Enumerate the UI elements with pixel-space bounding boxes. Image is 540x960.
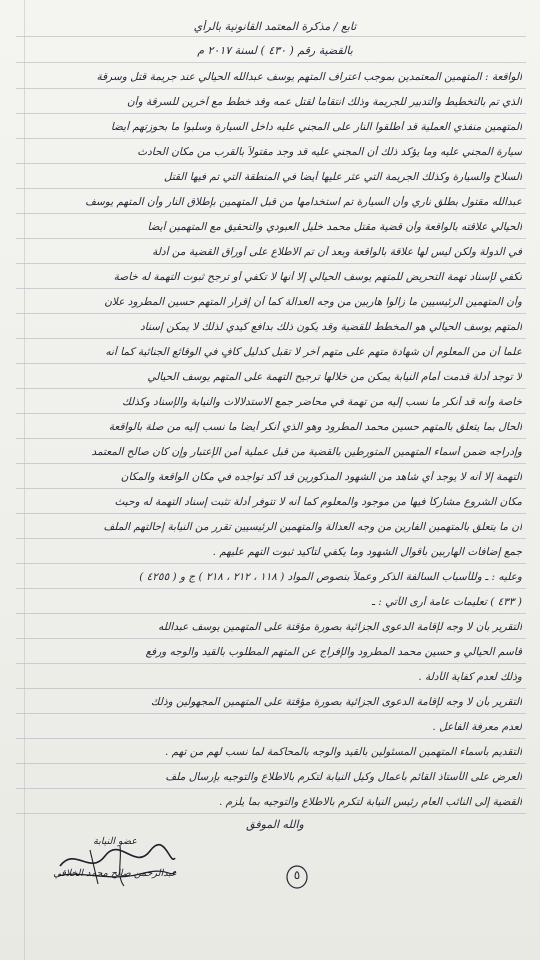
body-line: أن ما يتعلق بالمتهمين الفارين من وجه العدالة والمتهمين الرئيسيين تقرر من النيابة إحالتهم الملف [103, 521, 522, 533]
ruled-line [16, 36, 526, 37]
body-line: مكان الشروع مشاركاً فيها من موجود والمعلوم كما أنه لا تتوفر أدلة تثبت إسناد التهمة له وحيث [114, 496, 522, 508]
ruled-line [16, 163, 526, 164]
ruled-line [16, 488, 526, 489]
ruled-line [16, 563, 526, 564]
body-line: الواقعة : المتهمين المعتمدين بموجب اعتراف المتهم يوسف عبدالله الحيالي عند جريمة قتل وسرقة [96, 71, 522, 83]
page-number [284, 864, 310, 890]
ruled-line [16, 538, 526, 539]
decision-item: التقرير بأن لا وجه لإقامة الدعوى الجزائية بصورة مؤقتة على المتهمين المجهولين وذلك [150, 696, 522, 708]
ruled-line [16, 813, 526, 814]
ruled-line [16, 613, 526, 614]
ruled-line [16, 88, 526, 89]
ruled-line [16, 438, 526, 439]
body-line: التهمة إلا أنه لا يوجد أي شاهد من الشهود المذكورين قد أكد تواجده في مكان الواقعة والمكان [120, 471, 522, 483]
body-line: خاصة وأنه قد أنكر ما نسب إليه من تهمة في محاضر جمع الاستدلالات والنيابة والإسناد وكذلك [122, 396, 522, 408]
body-line: المتهمين منفذي العملية قد أطلقوا النار على المجني عليه داخل السيارة وسلبوا ما بحوزتهم أيضاً [110, 121, 522, 133]
signature-title: عضو النيابة [93, 836, 137, 847]
body-line: وإدراجه ضمن أسماء المتهمين المتورطين بالقضية من قبل عملية أمن الإعتبار وإن كان صالح المعتمد [91, 446, 522, 458]
decision-item: القضية إلى النائب العام رئيس النيابة لتكرم بالاطلاع والتوجيه بما يلزم . [218, 796, 522, 808]
page-number-text: ٥ [293, 868, 301, 882]
ruled-line [16, 788, 526, 789]
ruled-line [16, 313, 526, 314]
ruled-line [16, 688, 526, 689]
ruled-line [16, 413, 526, 414]
ruled-line [16, 513, 526, 514]
decision-item: لعدم معرفة الفاعل . [432, 721, 522, 733]
ruled-line [16, 388, 526, 389]
ruled-line [16, 338, 526, 339]
body-line: السلاح والسيارة وكذلك الجريمة التي عثر عليها أيضاً في المنطقة التي تم فيها القتل [163, 171, 522, 183]
ruled-line [16, 113, 526, 114]
ruled-line [16, 763, 526, 764]
decision-item: التقرير بأن لا وجه لإقامة الدعوى الجزائية بصورة مؤقتة على المتهمين يوسف عبدالله [158, 621, 522, 633]
body-line: جمع إضافات الهاربين بأقوال الشهود وما يكفي لتأكيد ثبوت التهم عليهم . [212, 546, 522, 558]
decision-intro: ( ٤٣٣ ) تعليمات عامة أرى الآتي : ـ [371, 596, 522, 608]
decision-item: التقديم بأسماء المتهمين المسئولين بالقيد والوجه بالمحاكمة لما نسب لهم من تهم . [164, 746, 522, 758]
ruled-line [16, 363, 526, 364]
ruled-line [16, 638, 526, 639]
body-line: سيارة المجني عليه وما يؤكد ذلك أن المجني عليه قد وجد مقتولاً بالقرب من مكان الحادث [137, 146, 522, 158]
decision-intro: وعليه : ـ وللأسباب السالفة الذكر وعملاً بنصوص المواد ( ١١٨ ، ٢١٢ ، ٢١٨ ) ج و ( ٤٢٥٥ ) [139, 571, 522, 583]
ruled-line [16, 588, 526, 589]
ruled-line [16, 713, 526, 714]
signature-name: عبدالرحمن صالح محمد الخلاقي [53, 868, 177, 879]
document-title: تابع / مذكرة المعتمد القانونية بالرأي [193, 20, 357, 33]
body-line: الحال بما يتعلق بالمتهم حسين محمد المطرود وهو الذي أنكر أيضاً ما نسب إليه من صلة بالواقعة [108, 421, 522, 433]
ruled-line [16, 463, 526, 464]
ruled-line [16, 188, 526, 189]
body-line: علماً أن من المعلوم أن شهادة متهم على متهم آخر لا تقبل كدليل كافٍ في الوقائع الجنائية كما أنه [105, 346, 522, 358]
ruled-line [16, 62, 526, 63]
ruled-line [16, 238, 526, 239]
body-line: لا توجد أدلة قدمت أمام النيابة يمكن من خلالها ترجيح التهمة على المتهم يوسف الحيالي [147, 371, 522, 383]
ruled-line [16, 663, 526, 664]
decision-item: العرض على الأستاذ القائم بأعمال وكيل النيابة لتكرم بالاطلاع والتوجيه بإرسال ملف [165, 771, 522, 783]
body-line: تكفي لإسناد تهمة التحريض للمتهم يوسف الحيالي إلا أنها لا تكفي أو ترجح ثبوت التهمة له خاصة [113, 271, 522, 283]
ruled-line [16, 213, 526, 214]
body-line: في الدولة ولكن ليس لها علاقة بالواقعة وبعد أن تم الاطلاع على أوراق القضية من أدلة [152, 246, 522, 258]
decision-item: وذلك لعدم كفاية الأدلة . [418, 671, 522, 683]
body-line: الحيالي علاقته بالواقعة وأن قضية مقتل محمد خليل العبودي والتحقيق مع المتهمين أيضاً [147, 221, 522, 233]
case-number: بالقضية رقم ( ٤٣٠ ) لسنة ٢٠١٧ م [197, 44, 353, 57]
ruled-line [16, 263, 526, 264]
body-line: عبدالله مقتول بطلق ناري وأن السيارة تم استخدامها من قبل المتهمين بإطلاق النار وأن المتهم يوسف [85, 196, 522, 208]
ruled-line [16, 738, 526, 739]
decision-item: قاسم الحيالي و حسين محمد المطرود والإفراج عن المتهم المطلوب بالقيد والوجه ورفع [145, 646, 522, 658]
closing-phrase: والله الموفق [246, 818, 304, 831]
body-line: الذي تم بالتخطيط والتدبير للجريمة وذلك انتقاماً لقتل عمه وقد خطط مع آخرين للسرقة وأن [126, 96, 522, 108]
ruled-line [16, 288, 526, 289]
page-margin-line [24, 0, 25, 960]
ruled-line [16, 138, 526, 139]
body-line: المتهم يوسف الحيالي هو المخطط للقضية وقد يكون ذلك بدافع كيدي لذلك لا يمكن إسناد [140, 321, 522, 333]
body-line: وأن المتهمين الرئيسيين ما زالوا هاربين من وجه العدالة كما أن إقرار المتهم حسين المطرود علان [104, 296, 522, 308]
